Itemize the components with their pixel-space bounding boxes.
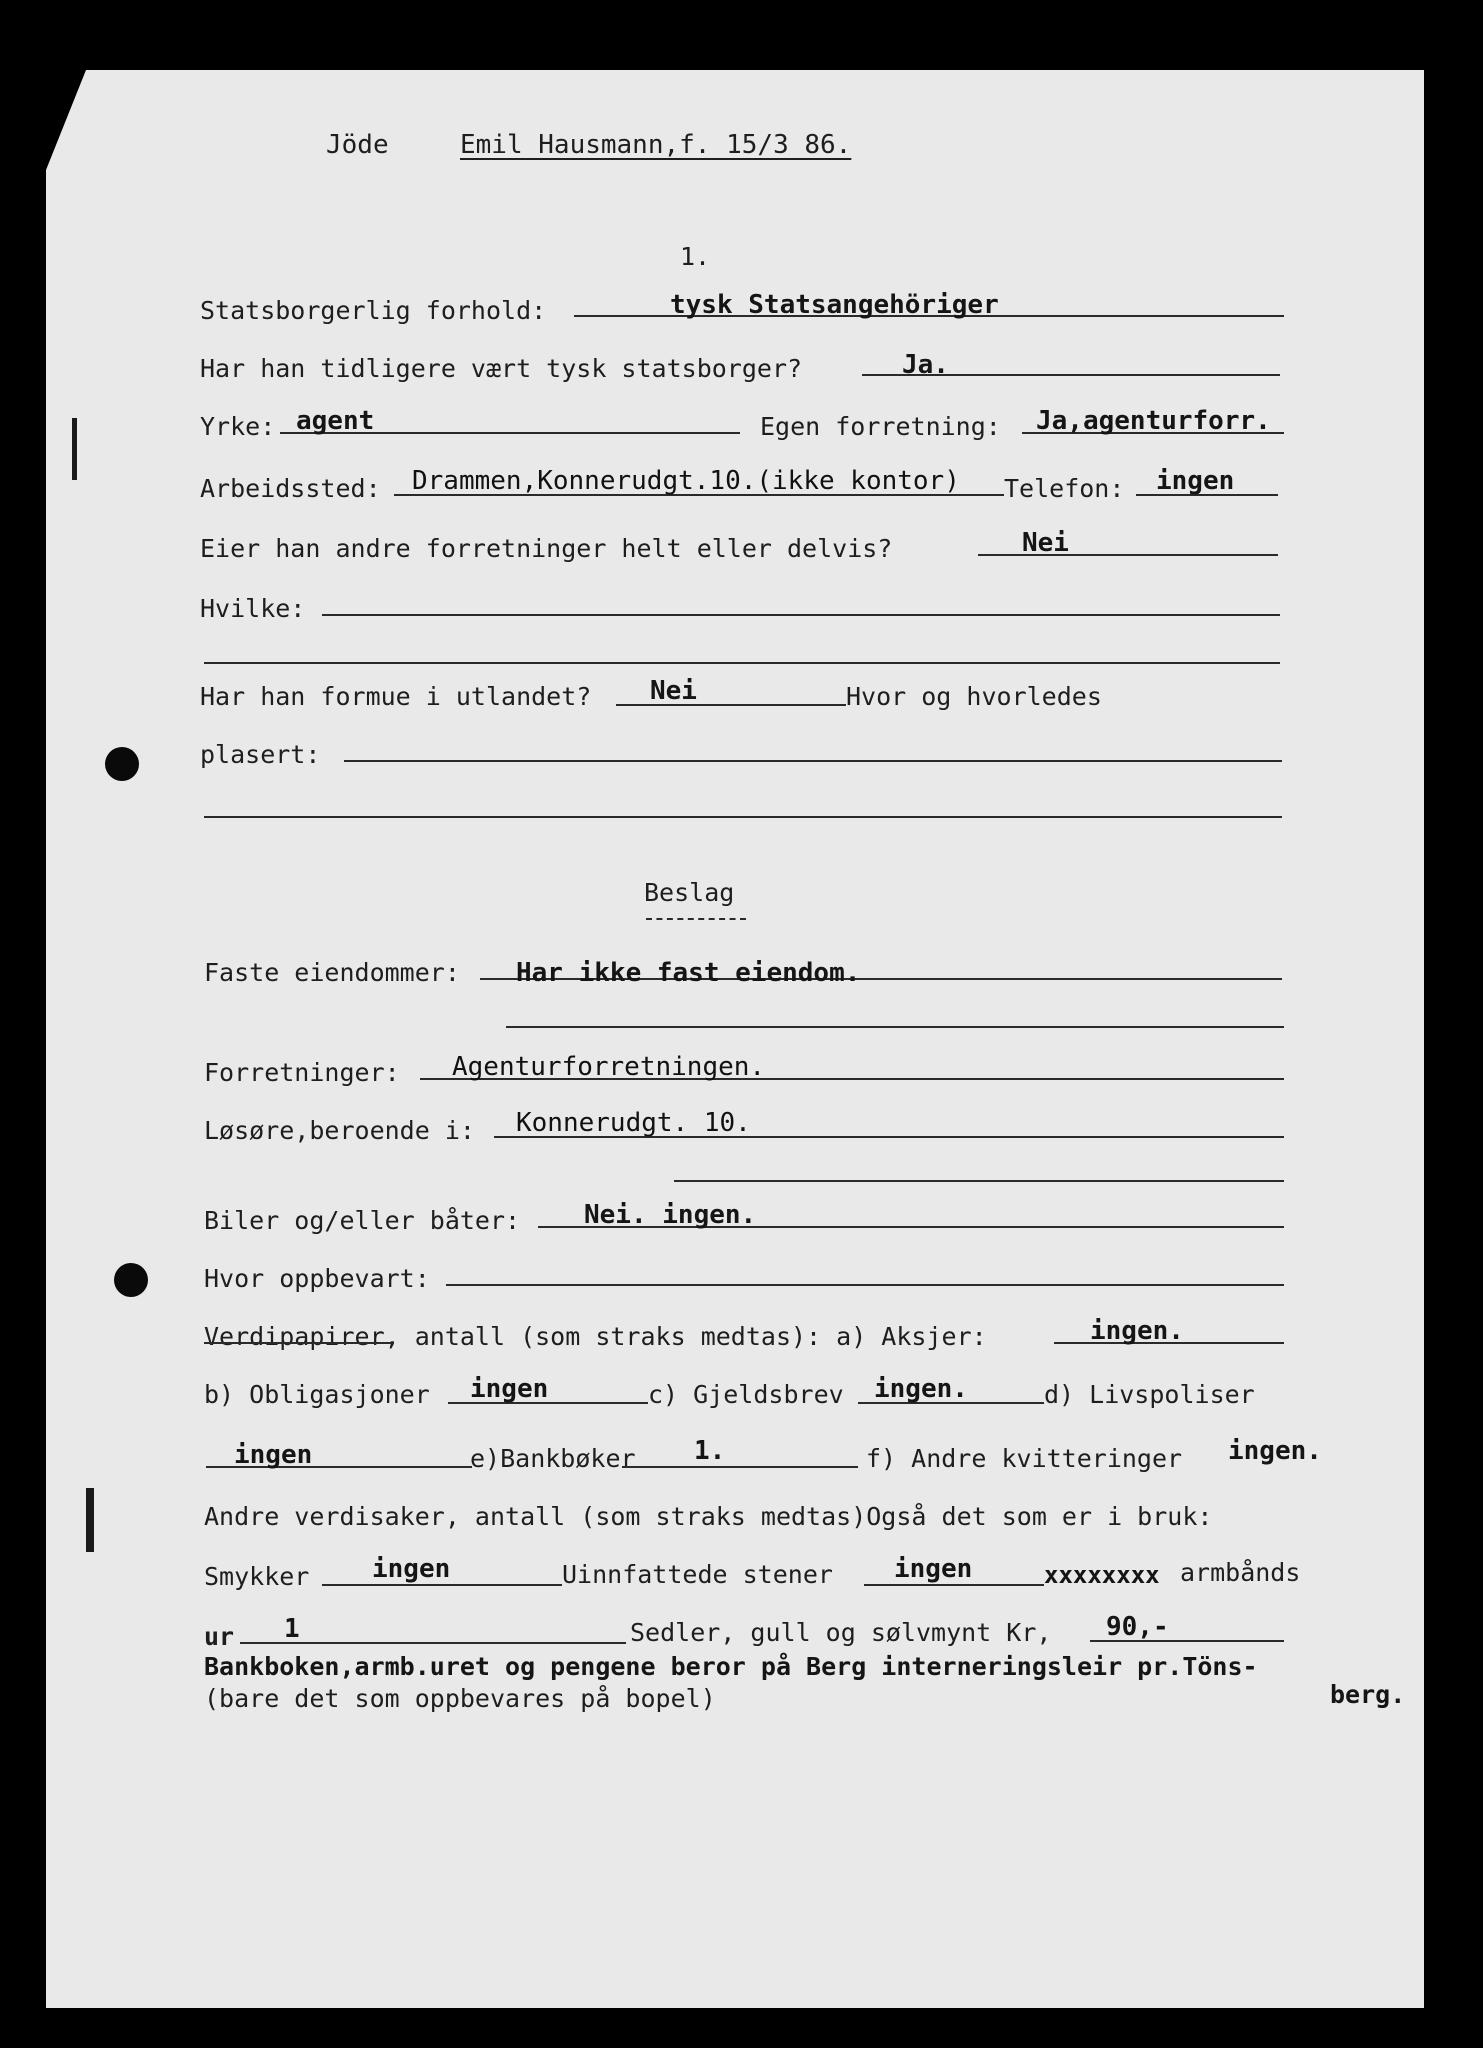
forretninger-value: Agenturforretningen. (452, 1052, 766, 1082)
struck-text: xxxxxxxx (1044, 1561, 1160, 1589)
forretninger-label: Forretninger: (204, 1058, 400, 1087)
faste-value: Har ikke fast eiendom. (516, 958, 861, 988)
losore-value: Konnerudgt. 10. (516, 1108, 751, 1138)
bankboker-label: e)Bankbøker (470, 1444, 636, 1473)
hvilke-label: Hvilke: (200, 594, 306, 623)
biler-value: Nei. ingen. (584, 1200, 757, 1230)
arbeidssted-label: Arbeidssted: (200, 474, 381, 503)
header-prefix: Jöde (326, 130, 389, 160)
punch-hole-top (105, 747, 139, 781)
beslag-heading: Beslag (644, 878, 735, 907)
bankboker-line (622, 1466, 858, 1468)
ur-label: ur (204, 1622, 235, 1651)
smykker-value: ingen (372, 1554, 451, 1584)
faste-label: Faste eiendommer: (204, 958, 460, 987)
hvilke-line-1 (322, 614, 1280, 616)
note-line-3: (bare det som oppbevares på bopel) (204, 1684, 716, 1713)
plasert-label: plasert: (200, 740, 321, 769)
faste-line-2 (506, 1026, 1284, 1028)
smykker-label: Smykker (204, 1562, 310, 1591)
losore-line-2 (674, 1180, 1284, 1182)
yrke-value: agent (296, 406, 375, 436)
eier-value: Nei (1022, 528, 1069, 558)
kvitteringer-label: f) Andre kvitteringer (866, 1444, 1183, 1473)
sedler-value: 90,- (1106, 1612, 1169, 1642)
obligasjoner-label: b) Obligasjoner (204, 1380, 430, 1409)
gjeldsbrev-value: ingen. (874, 1374, 968, 1404)
arbeidssted-value: Drammen,Konnerudgt.10.(ikke kontor) (412, 466, 960, 496)
punch-hole-bottom (114, 1263, 148, 1297)
hvor-oppbevart-line (446, 1284, 1284, 1286)
gjeldsbrev-label: c) Gjeldsbrev (648, 1380, 844, 1409)
note-line-2: berg. (1330, 1680, 1406, 1709)
statsborgerlig-label: Statsborgerlig forhold: (200, 296, 547, 325)
stener-line (864, 1584, 1044, 1586)
verdipapirer-label: Verdipapirer, antall (som straks medtas): a) Aksjer: (204, 1322, 987, 1351)
hvor-oppbevart-label: Hvor oppbevart: (204, 1264, 430, 1293)
header-name: Emil Hausmann,f. 15/3 86. (460, 130, 852, 160)
margin-mark-top (72, 418, 77, 480)
beslag-underline (646, 918, 746, 920)
stener-value: ingen (894, 1554, 973, 1584)
stener-label: Uinnfattede stener (562, 1560, 833, 1589)
sedler-label: Sedler, gull og sølvmynt Kr, (630, 1618, 1052, 1647)
tidligere-value: Ja. (902, 350, 949, 380)
plasert-line-1 (344, 760, 1282, 762)
plasert-line-2 (204, 816, 1282, 818)
livspoliser-value: ingen (234, 1440, 313, 1470)
ur-value: 1 (284, 1614, 300, 1644)
yrke-label: Yrke: (200, 412, 276, 441)
biler-label: Biler og/eller båter: (204, 1206, 521, 1235)
formue-value: Nei (650, 676, 697, 706)
smykker-line (322, 1584, 562, 1586)
page-number: 1. (680, 242, 711, 271)
kvitteringer-value: ingen. (1228, 1436, 1322, 1466)
livspoliser-label: d) Livspoliser (1044, 1380, 1255, 1409)
egen-label: Egen forretning: (760, 412, 1001, 441)
armbands-label: armbånds (1180, 1558, 1301, 1587)
statsborgerlig-value: tysk Statsangehöriger (670, 290, 999, 320)
margin-mark-bottom (86, 1488, 94, 1552)
hvor-label: Hvor og hvorledes (846, 682, 1102, 711)
bankboker-value: 1. (694, 1436, 726, 1466)
verdipapirer-underline (204, 1342, 394, 1344)
losore-label: Løsøre,beroende i: (204, 1116, 475, 1145)
note-line-1: Bankboken,armb.uret og pengene beror på Berg interneringsleir pr.Töns- (204, 1652, 1258, 1681)
formue-label: Har han formue i utlandet? (200, 682, 592, 711)
egen-value: Ja,agenturforr. (1036, 406, 1271, 436)
telefon-label: Telefon: (1004, 474, 1125, 503)
tidligere-label: Har han tidligere vært tysk statsborger? (200, 354, 803, 383)
telefon-value: ingen (1156, 466, 1235, 496)
andre-verdisaker-label: Andre verdisaker, antall (som straks medtas)Også det som er i bruk: (204, 1502, 1213, 1531)
obligasjoner-value: ingen (470, 1374, 549, 1404)
hvilke-line-2 (204, 662, 1280, 664)
eier-label: Eier han andre forretninger helt eller delvis? (200, 534, 893, 563)
aksjer-value: ingen. (1090, 1316, 1184, 1346)
